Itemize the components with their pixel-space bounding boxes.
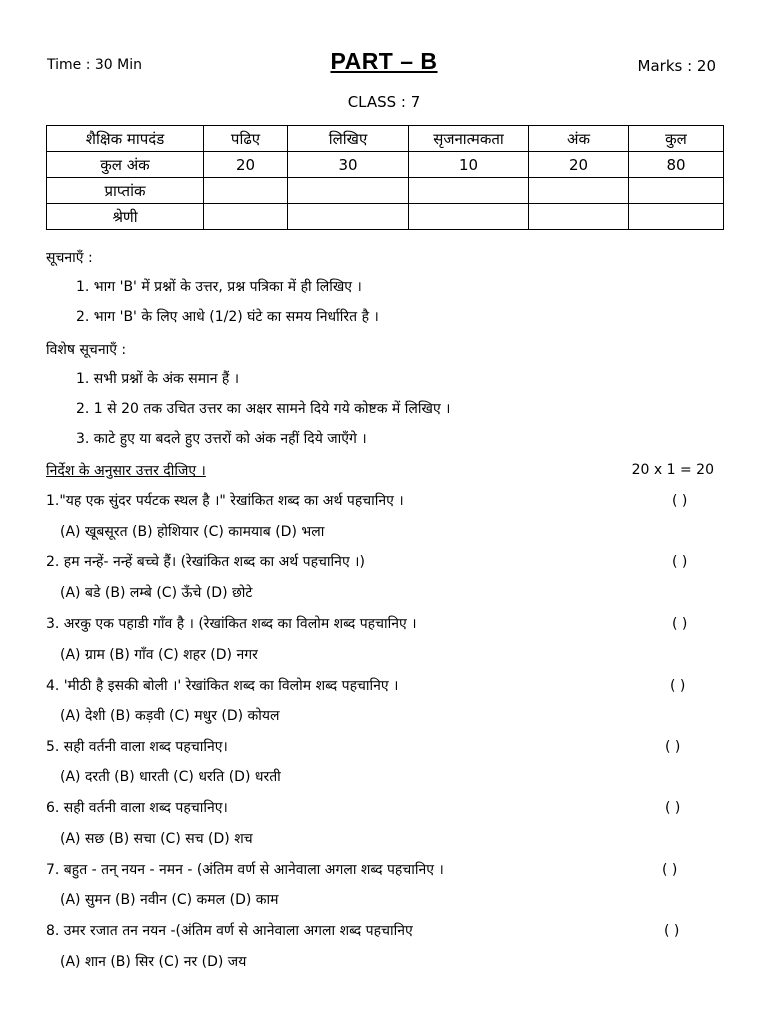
- instruction-item: 2. भाग 'B' के लिए आधे (1/2) घंटे का समय निर्धारित है ।: [76, 309, 379, 325]
- table-cell: [629, 178, 724, 204]
- answer-box: ( ): [665, 739, 681, 755]
- answer-box: ( ): [672, 554, 688, 570]
- table-cell: [288, 204, 409, 230]
- section-direction: निर्देश के अनुसार उत्तर दीजिए ।: [46, 463, 206, 479]
- answer-box: ( ): [664, 923, 680, 939]
- table-header-cell: अंक: [529, 126, 629, 152]
- table-row: [47, 152, 724, 178]
- marks-table: [46, 125, 724, 230]
- question-text: 1."यह एक सुंदर पर्यटक स्थल है ।" रेखांकित शब्द का अर्थ पहचानिए ।: [46, 493, 404, 509]
- table-cell: [529, 178, 629, 204]
- table-header-cell: शैक्षिक मापदंड: [47, 126, 204, 152]
- question-options: (A) शान (B) सिर (C) नर (D) जय: [60, 954, 247, 970]
- question-options: (A) ग्राम (B) गाँव (C) शहर (D) नगर: [60, 647, 258, 663]
- table-cell: 20: [529, 152, 629, 178]
- table-row: [47, 204, 724, 230]
- special-instruction-item: 3. काटे हुए या बदले हुए उत्तरों को अंक नहीं दिये जाएँगे ।: [76, 431, 367, 447]
- table-header-cell: पढिए: [204, 126, 288, 152]
- time-label: Time : 30 Min: [47, 57, 142, 73]
- table-cell: 30: [288, 152, 409, 178]
- answer-box: ( ): [670, 678, 686, 694]
- special-instruction-item: 2. 1 से 20 तक उचित उत्तर का अक्षर सामने दिये गये कोष्टक में लिखिए ।: [76, 401, 451, 417]
- answer-box: ( ): [672, 493, 688, 509]
- special-instructions-heading: विशेष सूचनाएँ :: [46, 342, 127, 358]
- table-cell: [629, 204, 724, 230]
- table-cell: 10: [409, 152, 529, 178]
- question-options: (A) देशी (B) कड़वी (C) मधुर (D) कोयल: [60, 708, 280, 724]
- table-cell: [204, 178, 288, 204]
- table-cell: 20: [204, 152, 288, 178]
- instructions-heading: सूचनाएँ :: [46, 250, 93, 266]
- table-header-row: [47, 126, 724, 152]
- instruction-item: 1. भाग 'B' में प्रश्नों के उत्तर, प्रश्न पत्रिका में ही लिखिए ।: [76, 279, 362, 295]
- question-options: (A) बडे (B) लम्बे (C) ऊँचे (D) छोटे: [60, 585, 253, 601]
- question-text: 5. सही वर्तनी वाला शब्द पहचानिए।: [46, 739, 228, 755]
- table-cell: प्राप्तांक: [47, 178, 204, 204]
- question-text: 3. अरकु एक पहाडी गाँव है । (रेखांकित शब्द का विलोम शब्द पहचानिए ।: [46, 616, 417, 632]
- table-cell: [409, 178, 529, 204]
- page-title: PART – B: [330, 48, 438, 74]
- table-header-cell: कुल: [629, 126, 724, 152]
- question-options: (A) दरती (B) धारती (C) धरति (D) धरती: [60, 769, 281, 785]
- answer-box: ( ): [672, 616, 688, 632]
- question-options: (A) सुमन (B) नवीन (C) कमल (D) काम: [60, 892, 279, 908]
- table-header-cell: सृजनात्मकता: [409, 126, 529, 152]
- answer-box: ( ): [665, 800, 681, 816]
- question-text: 4. 'मीठी है इसकी बोली ।' रेखांकित शब्द का विलोम शब्द पहचानिए ।: [46, 678, 399, 694]
- table-cell: [529, 204, 629, 230]
- question-text: 7. बहुत - तन् नयन - नमन - (अंतिम वर्ण से आनेवाला अगला शब्द पहचानिए ।: [46, 862, 444, 878]
- question-options: (A) खूबसूरत (B) होशियार (C) कामयाब (D) भला: [60, 524, 325, 540]
- table-cell: [204, 204, 288, 230]
- table-header-cell: लिखिए: [288, 126, 409, 152]
- section-marks: 20 x 1 = 20: [631, 462, 714, 478]
- question-options: (A) सछ (B) सचा (C) सच (D) शच: [60, 831, 253, 847]
- table-cell: कुल अंक: [47, 152, 204, 178]
- class-label: CLASS : 7: [347, 93, 421, 111]
- special-instruction-item: 1. सभी प्रश्नों के अंक समान हैं ।: [76, 371, 240, 387]
- table-cell: [409, 204, 529, 230]
- question-text: 8. उमर रजात तन नयन -(अंतिम वर्ण से आनेवाला अगला शब्द पहचानिए: [46, 923, 413, 939]
- question-text: 2. हम नन्हें- नन्हें बच्चे हैं। (रेखांकित शब्द का अर्थ पहचानिए ।): [46, 554, 365, 570]
- table-cell: श्रेणी: [47, 204, 204, 230]
- table-cell: [288, 178, 409, 204]
- table-row: [47, 178, 724, 204]
- marks-label: Marks : 20: [637, 57, 716, 75]
- answer-box: ( ): [662, 862, 678, 878]
- table-cell: 80: [629, 152, 724, 178]
- question-text: 6. सही वर्तनी वाला शब्द पहचानिए।: [46, 800, 228, 816]
